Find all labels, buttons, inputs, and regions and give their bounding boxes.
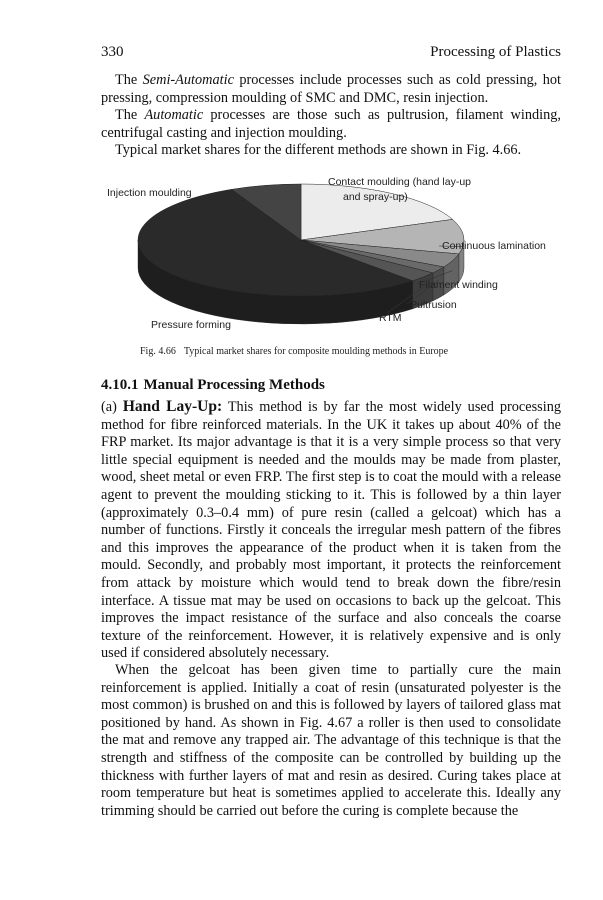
emphasis-semi-automatic: Semi-Automatic [142, 72, 234, 88]
text-span: (a) [101, 399, 123, 415]
label-pultrusion: Pultrusion [410, 299, 457, 311]
pie-chart [101, 170, 561, 350]
figure-caption [140, 346, 448, 357]
intro-paragraph-semi-automatic [101, 72, 561, 107]
running-header [101, 44, 561, 62]
label-injection-moulding: Injection moulding [107, 187, 192, 199]
figure-caption-text: Typical market shares for composite moulding methods in Europe [183, 346, 449, 357]
text-span: processes are those such as pultrusion, filament winding, centrifugal casting and injection moulding. [101, 107, 561, 141]
page-number: 330 [101, 44, 124, 60]
label-contact-moulding-line2: and spray-up) [343, 191, 408, 203]
section-title: Manual Processing Methods [143, 377, 325, 393]
section-number: 4.10.1 [101, 377, 139, 393]
intro-paragraph-market-shares: Typical market shares for the different methods are shown in Fig. 4.66. [115, 142, 522, 158]
emphasis-automatic: Automatic [144, 107, 204, 123]
text-span: The [115, 107, 145, 123]
label-rtm: RTM [379, 312, 402, 324]
text-span: This method is by far the most widely used processing method for fibre reinforced materials. In the UK it takes up about 40% of the FRP market. Its major advantage is that it is a very simple process so that very little special equipment is needed and the moulds may be made from plaster, wood, sheet metal or even FRP. The first step is to coat the mould with a release agent to prevent the moulding sticking to it. This is followed by a thin layer (approximately 0.3–0.4 mm) of pure resin (called a gelcoat) which has a number of functions. Firstly it conceals the irregular mesh pattern of the fibres and this improves the appearance of the product when it is taken from the mould. Secondly, and probably most important, it protects the reinforcement from attack by moisture which would tend to break down the fibre/resin interface. A tissue mat may be used on occasions to back up the gelcoat. This improves the impact resistance of the surface and also conceals the coarse texture of the reinforcement. However, it is relatively expensive and is only used if considered absolutely necessary. [101, 399, 561, 662]
label-contact-moulding-line1: Contact moulding (hand lay-up [328, 176, 472, 188]
section-heading [101, 377, 325, 394]
term-hand-lay-up: Hand Lay-Up: [122, 398, 223, 415]
text-span: processes include processes such as cold pressing, hot pressing, compression moulding of SMC and DMC, resin injection. [101, 72, 561, 106]
figure-caption-label: Fig. 4.66 [140, 346, 176, 357]
label-continuous-lamination: Continuous lamination [442, 240, 546, 252]
body-paragraph-hand-lay-up [101, 398, 561, 663]
text-span: The [115, 72, 143, 88]
pie-chart-figure [101, 170, 561, 350]
label-filament-winding: Filament winding [419, 279, 498, 291]
body-paragraph-gelcoat-cure: When the gelcoat has been given time to partially cure the main reinforcement is applied. Initially a coat of resin (unsaturated polyester is the most common) is brushed on and this is followed by layers of tailored glass mat positioned by hand. As shown in Fig. 4.67 a roller is then used to consolidate the mat and remove any trapped air. The advantage of this technique is that the strength and stiffness of the composite can be controlled by building up the thickness with further layers of mat and resin as desired. Curing takes place at room temperature but heat is sometimes applied to accelerate this. Ideally any trimming should be carried out before the curing is complete because the [101, 662, 561, 819]
label-pressure-forming: Pressure forming [151, 319, 231, 331]
intro-paragraph-automatic [101, 107, 561, 142]
pie-top-group [138, 184, 464, 296]
running-title: Processing of Plastics [430, 44, 561, 60]
